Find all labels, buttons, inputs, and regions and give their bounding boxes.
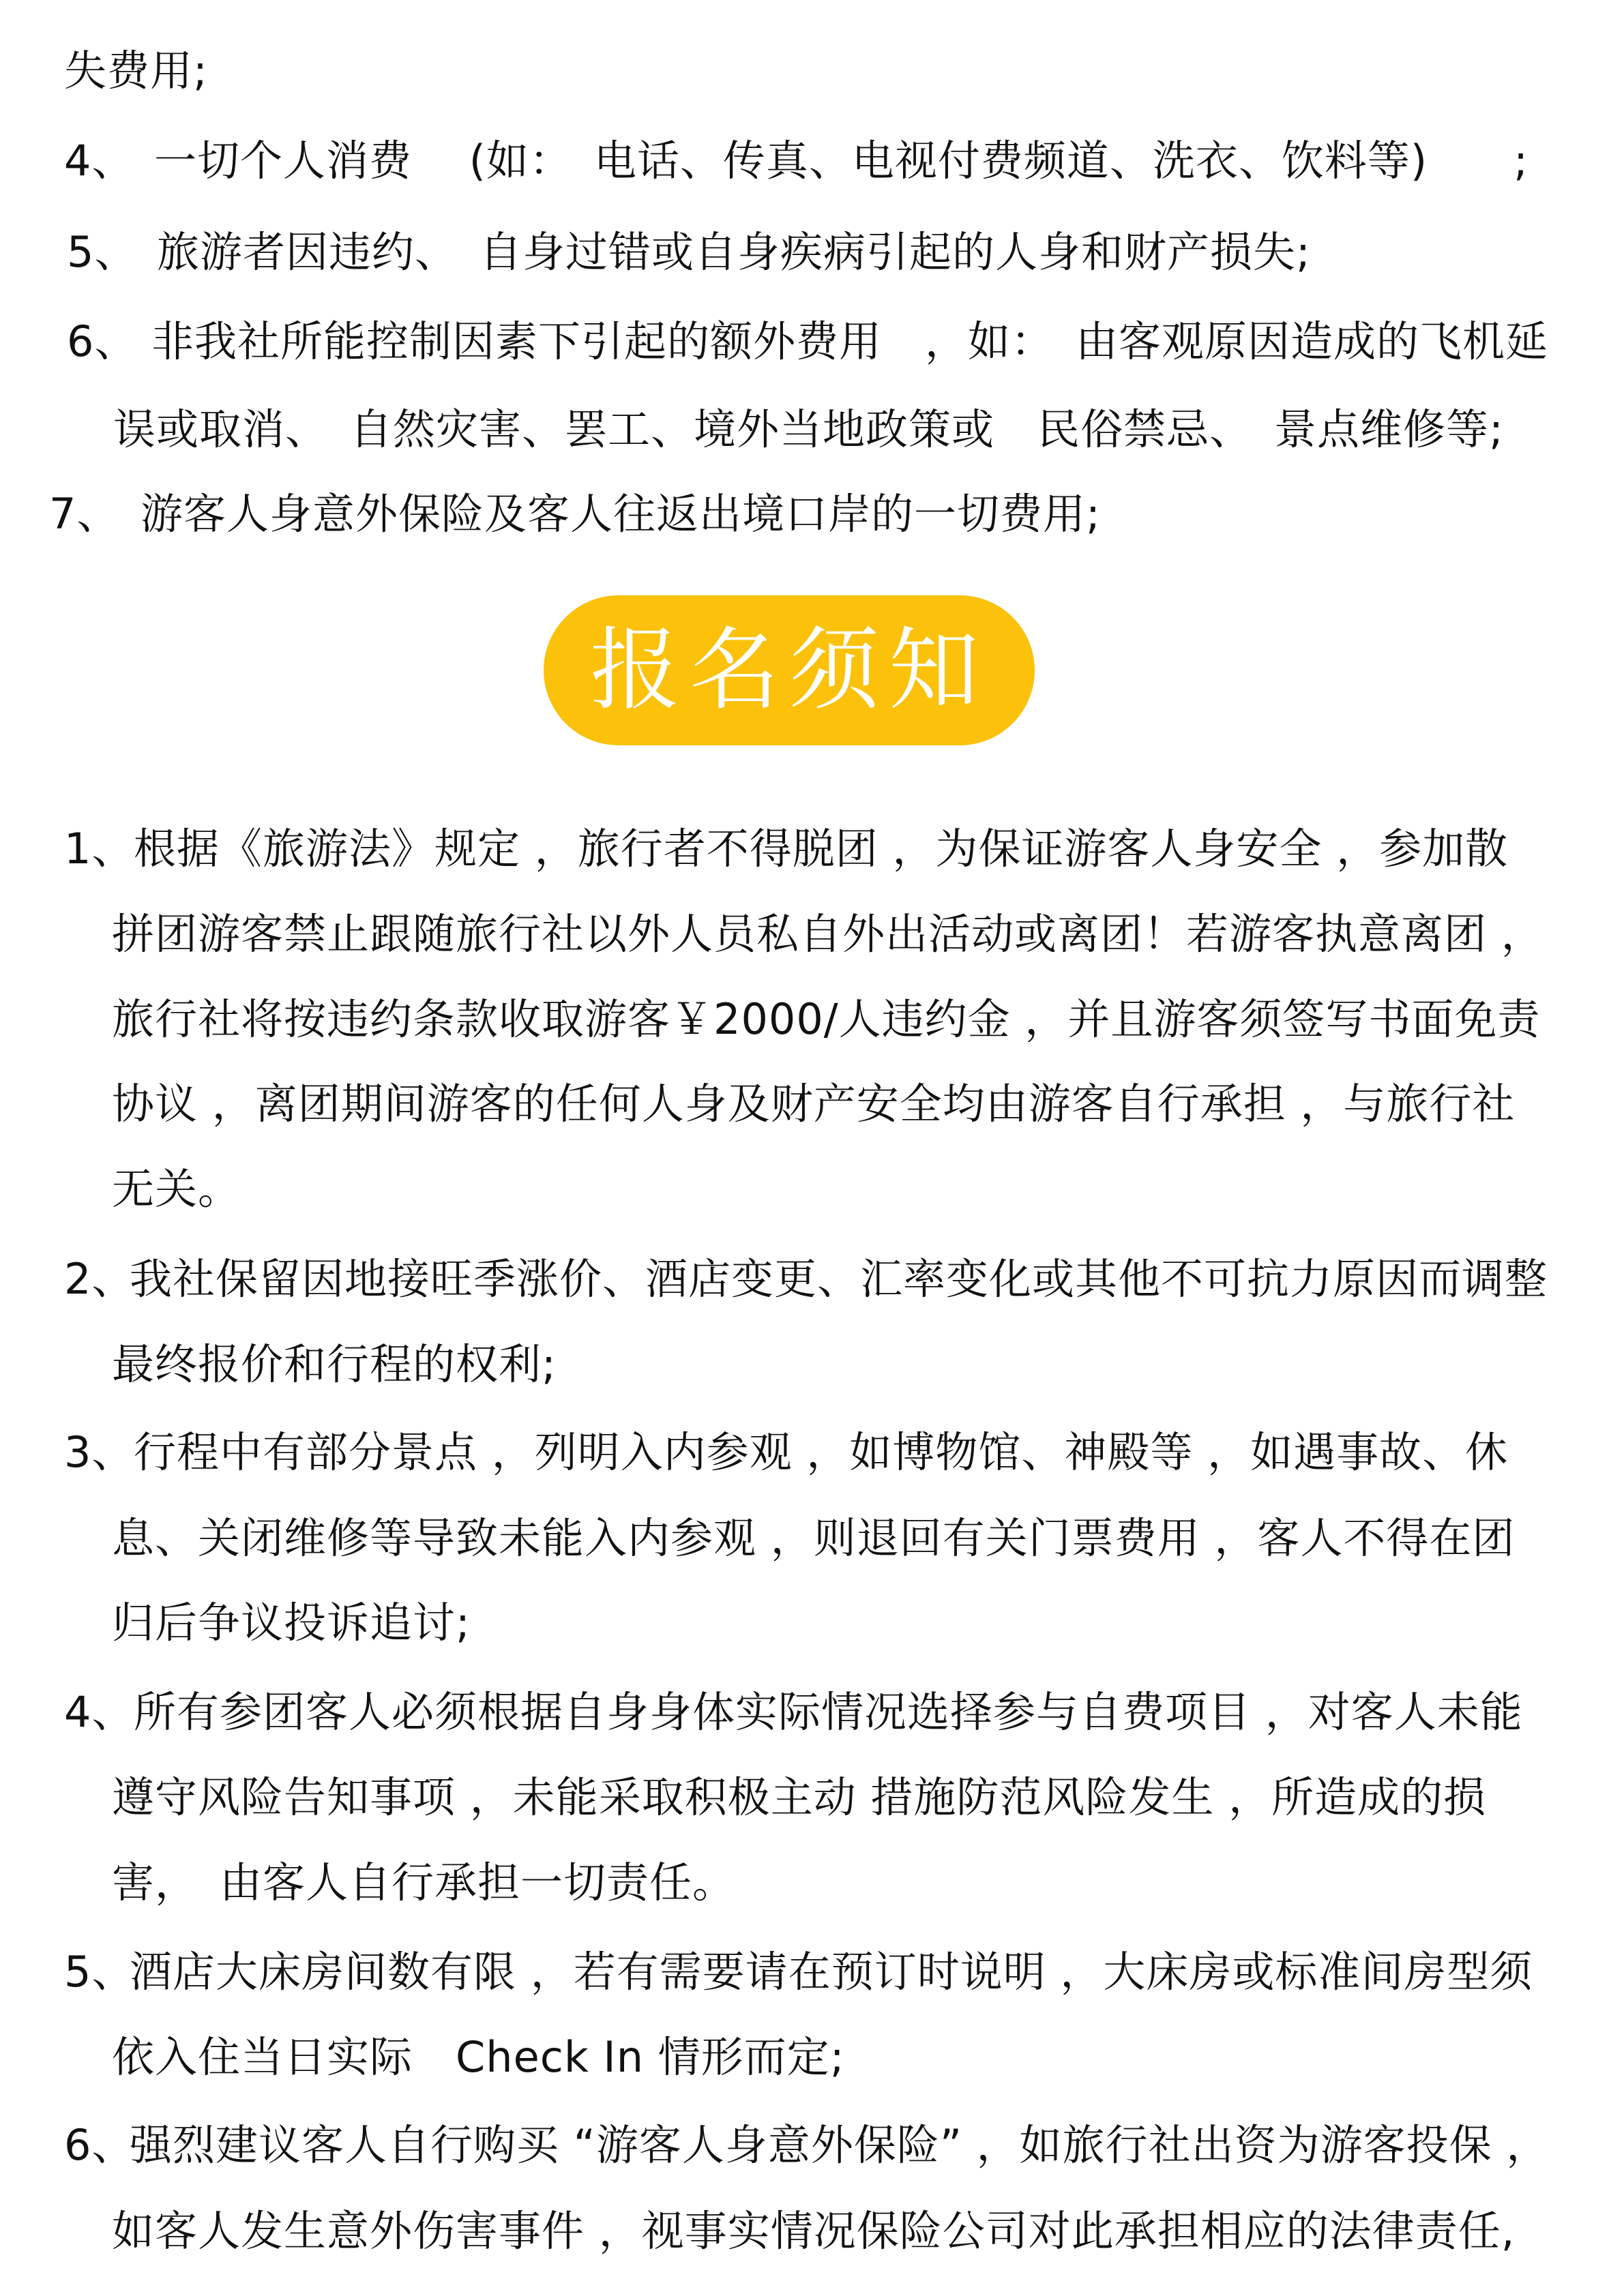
- notice-item-line: 协议 ，离团期间游客的任何人身及财产安全均由游客自行承担 ，与旅行社: [112, 1079, 1516, 1129]
- notice-item-line: 息、关闭维修等导致未能入内参观 ，则退回有关门票费用 ，客人不得在团: [112, 1513, 1516, 1563]
- notice-item-line: 根据《旅游法》规定 ，旅行者不得脱团 ，为保证游客人身安全 ，参加散: [134, 824, 1509, 874]
- list-item-num: 7、: [49, 489, 120, 539]
- notice-item-num: 1、: [64, 824, 135, 874]
- notice-item-line: 无关。: [112, 1164, 241, 1214]
- list-item-num: 5、: [67, 227, 138, 277]
- list-item-text: 一切个人消费 (如： 电话、传真、电视付费频道、洗衣、饮料等) ;: [154, 136, 1529, 185]
- notice-item-line: 依入住当日实际 Check In 情形而定;: [112, 2032, 845, 2082]
- notice-item-line: 遵守风险告知事项 ，未能采取积极主动 措施防范风险发生 ，所造成的损: [112, 1772, 1487, 1822]
- list-item-text: 非我社所能控制因素下引起的额外费用 ，如： 由客观原因造成的飞机延: [151, 316, 1549, 366]
- notice-item-line: 拼团游客禁止跟随旅行社以外人员私自外出活动或离团！若游客执意离团 ，: [112, 909, 1544, 959]
- notice-item-num: 3、: [64, 1427, 135, 1477]
- notice-item-line: 所有参团客人必须根据自身身体实际情况选择参与自费项目 ，对客人未能: [134, 1687, 1523, 1737]
- notice-item-num: 2、: [64, 1254, 135, 1304]
- notice-item-line: 最终报价和行程的权利;: [112, 1339, 557, 1389]
- notice-item-line: 旅行社将按违约条款收取游客￥2000/人违约金 ，并且游客须签写书面免责: [112, 994, 1541, 1044]
- notice-item-num: 5、: [64, 1947, 135, 1997]
- notice-item-line: 我社保留因地接旺季涨价、酒店变更、汇率变化或其他不可抗力原因而调整: [130, 1254, 1548, 1304]
- notice-item-num: 6、: [64, 2120, 135, 2170]
- notice-item-num: 4、: [64, 1687, 135, 1737]
- list-item-num: 4、: [64, 136, 135, 185]
- list-item-num: 6、: [67, 316, 138, 366]
- notice-item-line: 酒店大床房间数有限 ，若有需要请在预订时说明 ，大床房或标准间房型须: [130, 1947, 1533, 1997]
- notice-item-line: 如客人发生意外伤害事件 ，视事实情况保险公司对此承担相应的法律责任,: [112, 2206, 1516, 2256]
- list-item-text: 误或取消、 自然灾害、罢工、境外当地政策或 民俗禁忌、 景点维修等;: [113, 404, 1504, 454]
- continuation-text: 失费用;: [64, 46, 208, 95]
- notice-item-line: 归后争议投诉追讨;: [112, 1598, 471, 1648]
- section-title-banner: [544, 595, 1035, 745]
- notice-item-line: 害， 由客人自行承担一切责任。: [112, 1858, 736, 1907]
- notice-item-line: 行程中有部分景点 ，列明入内参观 ，如博物馆、神殿等 ，如遇事故、休: [134, 1427, 1509, 1477]
- section-title: 报名须知: [590, 618, 988, 723]
- notice-item-line: 强烈建议客人自行购买 “游客人身意外保险” ，如旅行社出资为游客投保 ，: [130, 2120, 1550, 2170]
- list-item-text: 游客人身意外保险及客人往返出境口岸的一切费用;: [141, 489, 1101, 539]
- list-item-text: 旅游者因违约、 自身过错或自身疾病引起的人身和财产损失;: [157, 227, 1311, 277]
